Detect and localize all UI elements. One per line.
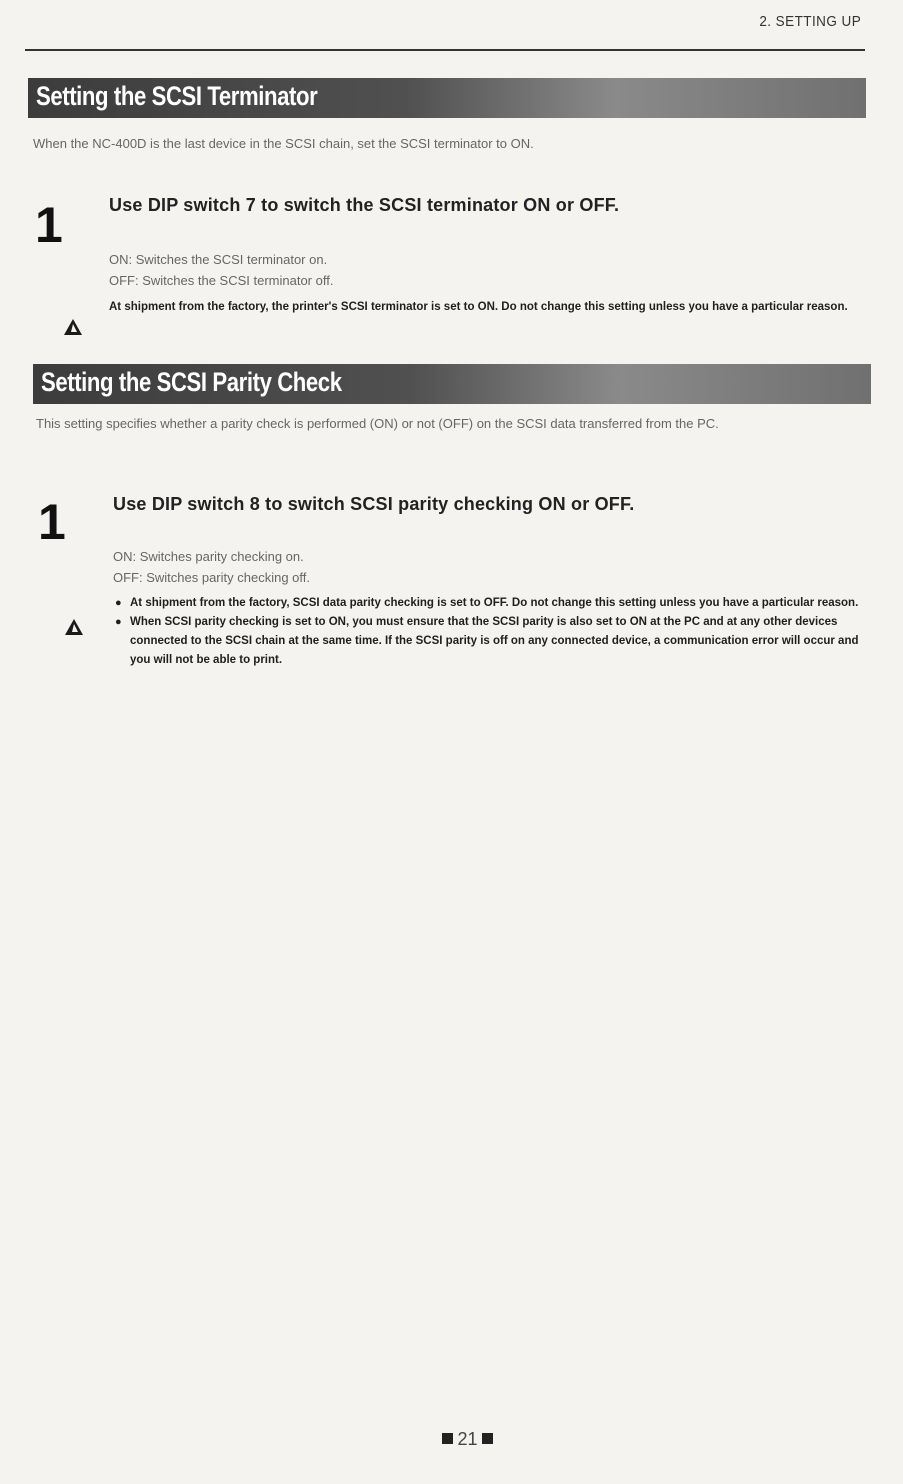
step-instruction: Use DIP switch 8 to switch SCSI parity checking ON or OFF. bbox=[113, 494, 635, 514]
square-marker-icon bbox=[442, 1433, 453, 1444]
list-item: ● When SCSI parity checking is set to ON, you must ensure that the SCSI parity is also set to ON at the PC and at any other devices connected to the SCSI chain at the same time. If the SCSI parity is off on any connected device, a communication error will occur and you will not be able to print. bbox=[115, 613, 867, 670]
section-intro: When the NC-400D is the last device in the SCSI chain, set the SCSI terminator to ON. bbox=[33, 136, 534, 151]
step-details bbox=[113, 546, 713, 588]
section-banner-parity bbox=[33, 364, 871, 404]
warning-icon bbox=[63, 318, 83, 336]
bullet-icon: ● bbox=[115, 597, 122, 609]
note-list bbox=[115, 594, 867, 670]
section-title: Setting the SCSI Terminator bbox=[36, 81, 318, 111]
section-banner-terminator bbox=[28, 78, 866, 118]
square-marker-icon bbox=[482, 1433, 493, 1444]
step-details bbox=[109, 249, 709, 291]
chapter-header: 2. SETTING UP bbox=[759, 13, 861, 30]
section-title: Setting the SCSI Parity Check bbox=[41, 367, 342, 397]
section-intro: This setting specifies whether a parity check is performed (ON) or not (OFF) on the SCSI data transferred from the PC. bbox=[36, 416, 719, 431]
header-rule bbox=[25, 49, 865, 51]
page-number: 21 bbox=[0, 1429, 903, 1450]
step-number: 1 bbox=[35, 197, 63, 253]
step-number: 1 bbox=[38, 494, 66, 550]
step-instruction: Use DIP switch 7 to switch the SCSI terminator ON or OFF. bbox=[109, 195, 620, 215]
detail-on: ON: Switches the SCSI terminator on. bbox=[109, 252, 328, 267]
detail-off: OFF: Switches parity checking off. bbox=[113, 570, 310, 585]
list-item: ● At shipment from the factory, SCSI data parity checking is set to OFF. Do not change this setting unless you have a particular reason. bbox=[115, 594, 867, 613]
warning-icon bbox=[64, 618, 84, 636]
detail-on: ON: Switches parity checking on. bbox=[113, 549, 304, 564]
note-text: At shipment from the factory, the printer's SCSI terminator is set to ON. Do not change this setting unless you have a particular reason. bbox=[109, 301, 848, 313]
bullet-icon: ● bbox=[115, 616, 122, 628]
detail-off: OFF: Switches the SCSI terminator off. bbox=[109, 273, 334, 288]
